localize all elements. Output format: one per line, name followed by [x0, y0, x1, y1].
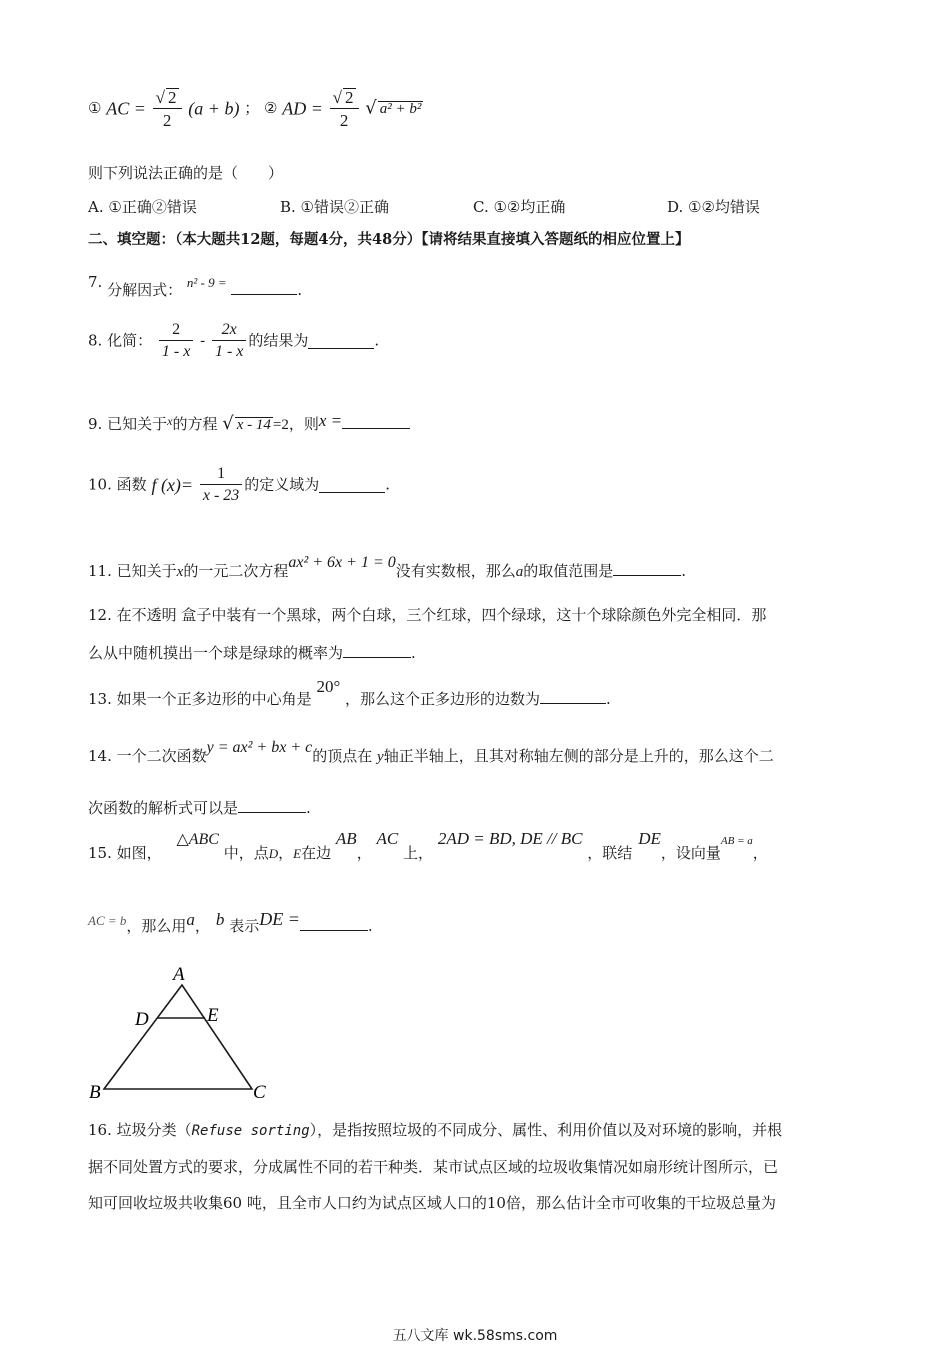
sqrt-symbol: √	[365, 97, 377, 119]
q11-var: x	[176, 564, 184, 580]
label-c: C	[253, 1082, 266, 1100]
q11-answer-blank[interactable]	[613, 561, 681, 576]
q15-text: 如图，	[116, 844, 162, 862]
q15-text8: 表示	[229, 917, 260, 935]
triangle-figure	[85, 960, 285, 1100]
q11-text: 已知关于	[116, 562, 177, 580]
q15-comma4: ，	[194, 917, 210, 935]
q8-text2: 的结果为	[248, 331, 309, 350]
q15-comma2: ，	[356, 844, 372, 862]
q15-number: 15.	[88, 844, 112, 862]
q15-b: b	[215, 910, 225, 929]
option-c: C. ①②均正确	[473, 198, 566, 216]
q7-number: 7.	[88, 273, 103, 291]
q9-text2: 的方程	[172, 415, 218, 433]
q15-de: DE	[638, 829, 661, 848]
fraction-denominator: 1 - x	[214, 343, 244, 360]
q10-answer-blank[interactable]	[319, 478, 385, 493]
question-16-line-3: 知可回收垃圾共收集60 吨，且全市人口约为试点区域人口的10倍，那么估计全市可收集的干垃圾总量为	[88, 1194, 776, 1212]
q16-text-b: ），是指按照垃圾的不同成分、属性、利用价值以及对环境的影响，并根	[309, 1121, 783, 1139]
q15-point-d: D	[268, 846, 279, 861]
q16-latin: Refuse sorting	[191, 1123, 310, 1139]
q10-number: 10.	[88, 475, 112, 494]
q15-ac: AC	[376, 829, 399, 848]
q6-item2-lhs: AD =	[282, 98, 323, 119]
semicolon: ；	[244, 99, 260, 117]
label-e: E	[207, 1005, 219, 1026]
q7-answer-blank[interactable]	[231, 280, 297, 295]
question-7	[88, 272, 303, 299]
q14-end: .	[306, 799, 311, 817]
q10-text2: 的定义域为	[244, 475, 320, 494]
q15-text4: 上，	[403, 844, 434, 862]
q9-text: 已知关于	[107, 415, 168, 433]
q14-line2: 次函数的解析式可以是	[88, 799, 239, 817]
question-12-line-1: 12. 在不透明 盒子中装有一个黑球，两个白球，三个红球，四个绿球，这十个球除颜色外完全相同．那	[88, 606, 767, 624]
q16-text-a: 16. 垃圾分类（	[88, 1121, 192, 1139]
question-14-line-2	[88, 798, 311, 816]
fraction-numerator: 2	[159, 322, 193, 341]
sqrt-symbol: √	[332, 88, 343, 107]
question-8	[88, 322, 379, 372]
q6-item1-paren: (a + b)	[188, 98, 240, 119]
question-10	[88, 466, 390, 516]
question-14-line-1	[88, 739, 774, 765]
q12-answer-blank[interactable]	[343, 643, 411, 658]
q15-point-e: E	[293, 846, 302, 861]
question-16-line-2: 据不同处置方式的要求，分成属性不同的若干种类．某市试点区域的垃圾收集情况如扇形统计图所示，已	[88, 1158, 779, 1176]
q15-ab: AB	[335, 829, 357, 848]
q7-text: 分解因式：	[107, 281, 183, 299]
q13-text2: ，那么这个正多边形的边数为	[345, 690, 541, 708]
q15-text7: ，那么用	[126, 917, 187, 935]
sqrt-symbol: √	[155, 88, 166, 107]
q11-var2: a	[515, 564, 524, 580]
q15-end: .	[367, 917, 373, 935]
q8-fraction-1	[159, 322, 193, 360]
fraction-denominator: x - 23	[202, 487, 240, 504]
q6-item1-marker: ①	[88, 99, 102, 117]
q15-answer-blank[interactable]	[300, 916, 368, 931]
fraction-numerator: 2x	[212, 322, 246, 341]
q13-angle: 20°	[316, 677, 341, 696]
q13-end: .	[606, 690, 611, 708]
q11-text2: 的一元二次方程	[183, 562, 289, 580]
q15-comma: ，	[278, 844, 294, 862]
option-d: D. ①②均错误	[667, 198, 760, 216]
denominator: 2	[162, 111, 172, 130]
label-d: D	[135, 1009, 149, 1030]
q9-text3: ，则	[288, 415, 319, 433]
denominator: 2	[339, 111, 349, 130]
q11-text4: 的取值范围是	[523, 562, 614, 580]
q10-end: .	[385, 475, 391, 494]
q6-prompt: 则下列说法正确的是（ ）	[88, 164, 284, 182]
q14-text: 一个二次函数	[116, 747, 207, 765]
question-12-line-2	[88, 643, 416, 661]
label-b: B	[89, 1082, 101, 1100]
q8-minus: -	[200, 331, 206, 350]
q15-text3: 在边	[301, 844, 332, 862]
q6-item1-lhs: AC =	[106, 98, 146, 119]
q9-eq: =2	[272, 417, 289, 433]
q10-func: f (x)=	[151, 475, 194, 495]
q15-a: a	[186, 910, 195, 929]
q7-expr: n² - 9 =	[186, 275, 227, 290]
q15-condition: 2AD = BD, DE // BC	[437, 829, 583, 848]
radicand: 2	[345, 88, 354, 107]
q14-text3: 轴正半轴上，且其对称轴左侧的部分是上升的，那么这个二	[383, 747, 774, 765]
q8-answer-blank[interactable]	[308, 334, 374, 349]
q14-text2: 的顶点在	[312, 747, 373, 765]
q6-item1-fraction	[153, 88, 182, 129]
q6-item2-marker: ②	[264, 99, 278, 117]
q6-item2-sqrt: a² + b²	[379, 100, 422, 117]
q15-text5: ，联结	[587, 844, 633, 862]
q12-end: .	[411, 644, 416, 662]
page-footer: 五八文库 wk.58sms.com	[392, 1328, 558, 1344]
q9-number: 9.	[88, 415, 103, 433]
q6-item2-fraction	[330, 88, 359, 129]
q12-text: 么从中随机摸出一个球是绿球的概率为	[88, 644, 344, 662]
q11-end: .	[681, 562, 687, 580]
q8-fraction-2	[212, 322, 246, 360]
q8-end: .	[374, 331, 380, 350]
q10-fraction	[200, 466, 242, 504]
label-a: A	[173, 964, 185, 985]
question-16-line-1	[88, 1123, 782, 1138]
option-a: A. ①正确②错误	[88, 198, 197, 216]
q14-var: y	[377, 749, 384, 765]
q15-vector-a: AB = a	[720, 835, 753, 847]
q6-formulas	[88, 88, 423, 138]
q13-answer-blank[interactable]	[540, 689, 606, 704]
triangle-abc	[104, 985, 252, 1089]
question-15-line-2	[88, 909, 373, 935]
q14-number: 14.	[88, 747, 112, 765]
fraction-numerator: 1	[200, 466, 242, 485]
option-b: B. ①错误②正确	[280, 198, 390, 216]
question-15-line-1	[88, 829, 768, 862]
q8-text: 化简：	[107, 331, 153, 350]
q15-vector-b: AC = b	[88, 913, 127, 928]
sqrt-symbol: √	[222, 413, 234, 434]
q14-answer-blank[interactable]	[238, 798, 306, 813]
q14-expr: y = ax² + bx + c	[206, 739, 313, 756]
section-title: 二、填空题：（本大题共12题，每题4分，共48分）【请将结果直接填入答题纸的相应位置上】	[88, 231, 690, 248]
q9-answer-blank[interactable]	[342, 414, 410, 429]
q10-text: 函数	[116, 475, 147, 494]
question-11	[88, 552, 687, 580]
q15-de-eq: DE =	[259, 909, 300, 929]
q7-end: .	[297, 281, 303, 299]
q9-sqrt: x - 14	[236, 417, 271, 433]
q15-text6: ，设向量	[660, 844, 721, 862]
question-13	[88, 677, 611, 708]
q15-comma3: ，	[752, 844, 768, 862]
question-9	[88, 412, 410, 433]
fraction-denominator: 1 - x	[161, 343, 191, 360]
q9-tail: x =	[318, 411, 343, 430]
q15-text2: 中，点	[223, 844, 269, 862]
q11-expr: ax² + 6x + 1 = 0	[288, 554, 396, 571]
q11-number: 11.	[88, 562, 112, 580]
q8-number: 8.	[88, 331, 103, 350]
q9-var: x	[167, 414, 173, 428]
q13-text: 如果一个正多边形的中心角是	[116, 690, 312, 708]
q15-triangle: △ABC	[176, 831, 219, 848]
q13-number: 13.	[88, 690, 112, 708]
q11-text3: 没有实数根，那么	[395, 562, 516, 580]
radicand: 2	[168, 88, 177, 107]
